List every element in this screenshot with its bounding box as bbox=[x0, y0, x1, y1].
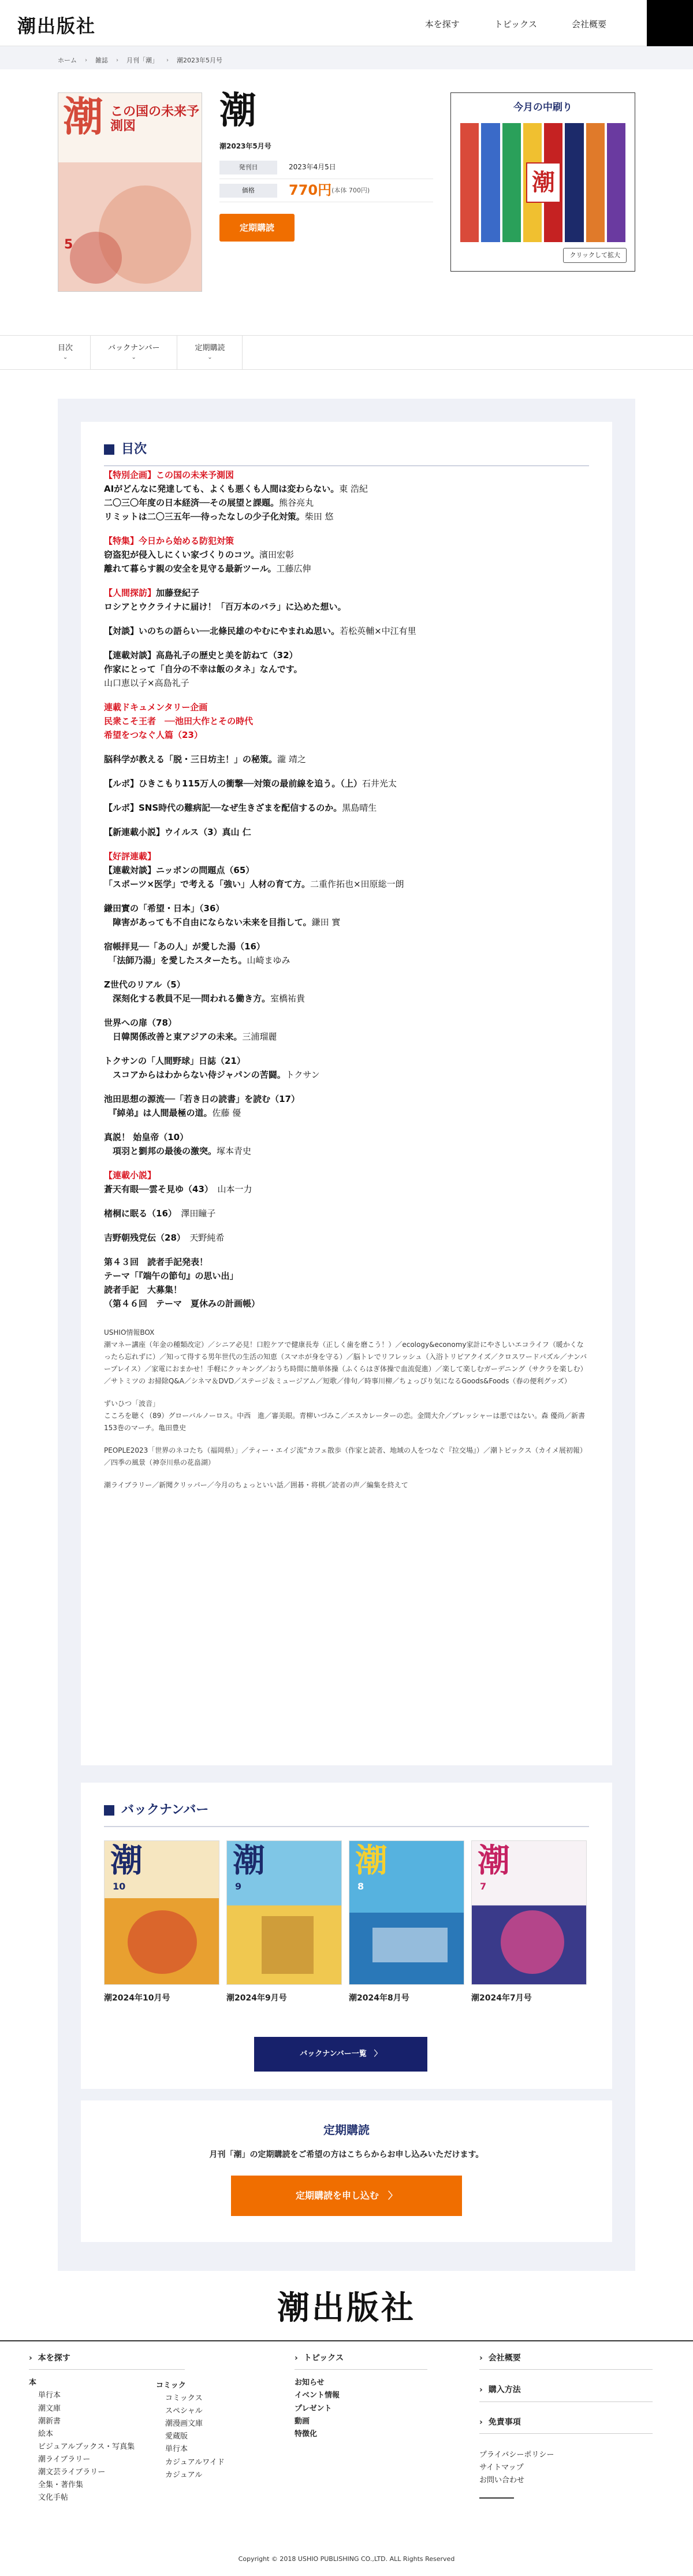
toc-line-text: （第４６回 テーマ 夏休みの計画帳） bbox=[104, 1298, 260, 1309]
footer-head-company[interactable]: › 会社概要 bbox=[479, 2346, 653, 2370]
footer-link[interactable]: 潮文芸ライブラリー bbox=[38, 2468, 106, 2477]
toc-line-text: 『綽弟』は人間最極の道。 bbox=[104, 1108, 213, 1118]
footer-link[interactable]: 潮文庫 bbox=[38, 2404, 61, 2413]
toc-line-text: 【特集】今日から始める防犯対策 bbox=[104, 536, 234, 546]
toc-line bbox=[104, 863, 589, 877]
toc-line-text: 【特別企画】この国の未来予測図 bbox=[104, 470, 234, 480]
price-note: (本体 700円) bbox=[331, 186, 370, 194]
toc-block bbox=[104, 1168, 589, 1196]
backnumber-card bbox=[81, 1783, 612, 2089]
footer-link[interactable]: プライバシーポリシー bbox=[479, 2451, 554, 2460]
toc-line-text: 脳科学が教える「脱・三日坊主！」の秘策。 bbox=[104, 754, 278, 764]
product-section bbox=[0, 69, 693, 335]
footer-link[interactable]: 全集・著作集 bbox=[38, 2481, 84, 2490]
site-logo[interactable]: 潮出版社 bbox=[17, 15, 96, 37]
footer-link[interactable]: ビジュアルブックス・写真集 bbox=[38, 2442, 135, 2451]
backnumber-label[interactable]: 潮2024年7月号 bbox=[471, 1994, 532, 2003]
release-date-row bbox=[219, 156, 433, 179]
toc-block bbox=[104, 849, 589, 891]
toc-block bbox=[104, 1255, 589, 1311]
backnumber-cover-number: 9 bbox=[235, 1881, 242, 1892]
toc-line bbox=[104, 624, 589, 638]
toc-line bbox=[104, 877, 589, 891]
subscribe-button[interactable]: 定期購読 bbox=[219, 214, 295, 242]
toc-block bbox=[104, 978, 589, 1005]
footer-link[interactable]: 特徴化 bbox=[295, 2429, 318, 2438]
footer-head-topics[interactable]: › トピックス bbox=[295, 2346, 427, 2370]
toc-author: 黒島晴生 bbox=[342, 803, 377, 813]
backnumber-cover[interactable]: 潮 10 bbox=[104, 1840, 219, 1985]
toc-author: 山本一力 bbox=[208, 1184, 252, 1194]
toc-author: 室橋祐貴 bbox=[270, 993, 305, 1004]
toc-line-text: Z世代のリアル（5） bbox=[104, 979, 185, 990]
backnumber-label[interactable]: 潮2024年10月号 bbox=[104, 1994, 170, 2003]
toc-line-text: 【人間探訪】 bbox=[104, 588, 157, 598]
toc-line-text: 窃盗犯が侵入しにくい家づくりのコツ。 bbox=[104, 550, 259, 560]
footer-head-books[interactable]: › 本を探す bbox=[29, 2346, 185, 2370]
footer-link[interactable]: お問い合わせ bbox=[479, 2476, 525, 2485]
toc-line bbox=[104, 1130, 589, 1144]
toc-line-text: 吉野朝残党伝（28） bbox=[104, 1233, 181, 1243]
toc-line-text: 離れて暮らす親の安全を見守る最新ツール。 bbox=[104, 563, 277, 574]
toc-author: 柴田 悠 bbox=[304, 511, 334, 522]
breadcrumb-current: 潮2023年5月号 bbox=[177, 57, 222, 65]
toc-line bbox=[104, 662, 589, 676]
toc-block bbox=[104, 1130, 589, 1158]
toc-block bbox=[104, 700, 589, 742]
footer-link[interactable]: 単行本 bbox=[38, 2391, 61, 2400]
toc-line-text: 【好評連載】 bbox=[104, 851, 157, 862]
toc-line-text: 障害があっても不自由にならない未来を目指して。 bbox=[104, 917, 312, 927]
chevron-down-icon: ⌄ bbox=[131, 354, 136, 361]
price-label: 価格 bbox=[219, 184, 277, 198]
toc-line bbox=[104, 562, 589, 576]
toc-line-text: ロシアとウクライナに届け！「百万本のバラ」に込めた想い。 bbox=[104, 602, 346, 612]
toc-author: 三浦瑠麗 bbox=[242, 1031, 277, 1042]
toc-author: 佐藤 優 bbox=[212, 1108, 241, 1118]
toc-line-text: 希望をつなぐ人篇（23） bbox=[104, 730, 203, 740]
toc-block bbox=[104, 940, 589, 967]
toc-author: 石井光太 bbox=[362, 778, 397, 789]
release-date-label: 発刊日 bbox=[219, 161, 277, 175]
toc-block bbox=[104, 648, 589, 690]
toc-author: 天野純希 bbox=[181, 1233, 225, 1243]
tab-backnumber-label: バックナンバー bbox=[108, 344, 160, 352]
subscribe-apply-button[interactable]: 定期購読を申し込む 〉 bbox=[231, 2176, 462, 2216]
toc-line-text: 蒼天有眼──雲そ見ゆ（43） bbox=[104, 1184, 209, 1194]
toc-line-text: 世界への扉（78） bbox=[104, 1018, 177, 1028]
product-info-table bbox=[219, 156, 433, 202]
toc-line bbox=[104, 648, 589, 662]
toc-line-text: 「法師乃湯」を愛したスターたち。 bbox=[104, 955, 247, 966]
footer-link[interactable]: サイトマップ bbox=[479, 2463, 524, 2473]
toc-card bbox=[81, 422, 612, 1765]
backnumber-item[interactable] bbox=[471, 1840, 587, 2005]
toc-line-text: AIがどんなに発達しても、よくも悪くも人間は変わらない。 bbox=[104, 484, 340, 494]
nav-search-books[interactable]: 本を探す bbox=[424, 19, 460, 29]
toc-line-text: 作家にとって「自分の不幸は飯のタネ」なんです。 bbox=[104, 664, 303, 674]
footer-link[interactable]: 愛蔵版 bbox=[165, 2432, 188, 2441]
toc-block bbox=[104, 1092, 589, 1120]
toc-line bbox=[104, 586, 589, 600]
price-value: 770円 bbox=[289, 182, 332, 199]
chevron-right-icon: › bbox=[166, 57, 169, 64]
toc-author: 澤田瞳子 bbox=[172, 1208, 216, 1219]
toc-line-text: 宿帳拝見──「あの人」が愛した湯（16） bbox=[104, 941, 265, 952]
cover-image bbox=[58, 92, 202, 292]
toc-line bbox=[104, 940, 589, 953]
backnumber-cover[interactable]: 潮 9 bbox=[226, 1840, 342, 1985]
toc-author: 工藤広伸 bbox=[276, 563, 311, 574]
toc-block bbox=[104, 1231, 589, 1245]
backnumber-grid bbox=[104, 1840, 587, 2005]
toc-line bbox=[104, 915, 589, 929]
toc-line-text: 【連載小説】 bbox=[104, 1170, 157, 1181]
toc-line bbox=[104, 1168, 589, 1182]
toc-line bbox=[104, 1068, 589, 1082]
backnumber-list-button[interactable]: バックナンバー一覧 〉 bbox=[254, 2037, 427, 2072]
toc-line-text: 山口恵以子×高島礼子 bbox=[104, 678, 189, 688]
toc-line bbox=[104, 1269, 589, 1283]
backnumber-label[interactable]: 潮2024年8月号 bbox=[349, 1994, 409, 2003]
footer-link[interactable]: カジュアルワイド bbox=[165, 2458, 225, 2467]
toc-line bbox=[104, 777, 589, 790]
breadcrumb-home[interactable]: ホーム bbox=[58, 57, 77, 65]
menu-button[interactable] bbox=[647, 0, 693, 46]
footer-col-company bbox=[479, 2346, 653, 2499]
toc-small-text: USHIO情報BOX bbox=[104, 1328, 155, 1337]
toc-line bbox=[104, 510, 589, 524]
toc-author: 若松英輔×中江有里 bbox=[340, 626, 416, 636]
toc-line-text: 連載ドキュメンタリー企画 bbox=[104, 702, 208, 712]
toc-line-text: 楮桐に眠る（16） bbox=[104, 1208, 173, 1219]
toc-small-text: 潮マネー講座（年金の種類改定）／シニア必見！口腔ケアで健康長寿（正しく歯を磨こう！）／ecology&economy家計にやさしいエコライフ（暖かくなったら忘れずに）／知って得する男年世代の生活の知恵（スマホが身を守る）／脳トレでリフレッシュ（入浴トリビアクイズ／クロスワードパズル／ナンバープレイス）／家電におまかせ！手軽にクッキング／おうち時間に簡単体操（ふくらはぎ体操で血流促進）／楽して楽しむガーデニング（サクラを楽しむ）／サトミツの お掃除Q&A／シネマ＆DVD／ステージ＆ミュージアム／短歌／俳句／時事川柳／ちょっぴり気になるGoods&Foods（春の便利グッズ） bbox=[104, 1341, 587, 1385]
backnumber-label[interactable]: 潮2024年9月号 bbox=[226, 1994, 287, 2003]
toc-block bbox=[104, 534, 589, 576]
toc-author: 濱田宏彰 bbox=[259, 550, 294, 560]
footer-list-topics bbox=[295, 2370, 427, 2440]
toc-author: 鎌田 實 bbox=[311, 917, 341, 927]
toc-list bbox=[104, 468, 589, 1502]
toc-line bbox=[104, 1255, 589, 1269]
toc-line bbox=[104, 534, 589, 548]
toc-line-text: 日韓関係改善と東アジアの未来。 bbox=[104, 1031, 243, 1042]
toc-line-text: 第４３回 読者手記発表！ bbox=[104, 1257, 208, 1267]
footer-link[interactable]: スペシャル bbox=[165, 2407, 203, 2416]
tab-toc-label: 目次 bbox=[58, 344, 73, 352]
toc-line-text: 【ルポ】ひきこもり115万人の衝撃──対策の最前線を追う。（上） bbox=[104, 778, 362, 789]
toc-block bbox=[104, 825, 589, 839]
cover-number: 5 bbox=[64, 237, 73, 252]
footer-link[interactable]: お知らせ bbox=[295, 2378, 325, 2388]
toc-line bbox=[104, 978, 589, 992]
toc-line-text: 【連載対談】高島礼子の歴史と美を訪ねて（32） bbox=[104, 650, 298, 660]
toc-author: 東 浩紀 bbox=[339, 484, 368, 494]
toc-block bbox=[104, 752, 589, 766]
breadcrumb-magazine[interactable]: 雑誌 bbox=[95, 57, 108, 65]
backnumber-item[interactable] bbox=[226, 1840, 342, 2005]
backnumber-cover-number: 8 bbox=[357, 1881, 364, 1892]
toc-line bbox=[104, 953, 589, 967]
backnumber-item[interactable] bbox=[349, 1840, 464, 2005]
toc-block bbox=[104, 468, 589, 524]
toc-line-text: 【新連載小説】ウイルス（3）真山 仁 bbox=[104, 827, 251, 837]
tab-subscribe[interactable] bbox=[177, 336, 243, 369]
toc-line-text: 「スポーツ×医学」で考える「強い」人材の育て方。 bbox=[104, 879, 310, 889]
toc-line bbox=[104, 482, 589, 496]
toc-block bbox=[104, 624, 589, 638]
toc-line bbox=[104, 1030, 589, 1044]
global-nav bbox=[408, 17, 624, 31]
toc-line-text: 池田思想の源流──「若き日の読書」を読む（17） bbox=[104, 1094, 300, 1104]
toc-line-text: 二〇三〇年度の日本経済──その展望と課題。 bbox=[104, 498, 280, 508]
footer-link-category[interactable]: 本 bbox=[29, 2378, 37, 2388]
footer-logo[interactable]: 潮出版社 bbox=[277, 2289, 416, 2327]
release-date-value: 2023年4月5日 bbox=[289, 162, 336, 171]
backnumber-cover-number: 10 bbox=[113, 1881, 126, 1892]
backnumber-cover[interactable]: 潮 7 bbox=[471, 1840, 587, 1985]
toc-line bbox=[104, 1016, 589, 1030]
breadcrumb bbox=[0, 46, 693, 69]
footer-link[interactable]: 潮漫画文庫 bbox=[165, 2419, 203, 2429]
chevron-right-icon: › bbox=[116, 57, 118, 64]
toc-line bbox=[104, 600, 589, 614]
chevron-down-icon: ⌄ bbox=[207, 354, 213, 361]
footer-link[interactable]: 絵本 bbox=[38, 2429, 54, 2438]
toc-line bbox=[104, 1106, 589, 1120]
toc-line bbox=[104, 1231, 589, 1245]
toc-small-text: PEOPLE2023「世界のネコたち（福岡県）」／ティー・エイジ流”カフェ散歩（作家と読者、地域の人をつなぐ『拉交場』）／潮トピックス（カイメ展初報）／四季の風景（神奈川県の花畠湖） bbox=[104, 1446, 587, 1467]
toc-line bbox=[104, 1182, 589, 1196]
product-title: 潮 bbox=[219, 89, 256, 132]
chevron-down-icon: ⌄ bbox=[62, 354, 68, 361]
toc-line-text: 鎌田實の「希望・日本」（36） bbox=[104, 903, 225, 914]
footer-link[interactable]: イベント情報 bbox=[295, 2391, 340, 2400]
toc-line-text: 【対談】いのちの語らい──北條民雄のやむにやまれぬ思い。 bbox=[104, 626, 340, 636]
toc-line bbox=[104, 1297, 589, 1311]
toc-line-text: 項羽と劉邦の最後の激突。 bbox=[104, 1146, 217, 1156]
toc-small-text: ずいひつ「波音」 bbox=[104, 1400, 160, 1408]
subscribe-card bbox=[81, 2100, 612, 2242]
toc-line bbox=[104, 849, 589, 863]
toc-line bbox=[104, 1054, 589, 1068]
main-content bbox=[58, 399, 635, 2271]
toc-block bbox=[104, 777, 589, 790]
toc-line bbox=[104, 825, 589, 839]
footer-head-purchase[interactable]: › 購入方法 bbox=[479, 2378, 653, 2401]
toc-block bbox=[104, 901, 589, 929]
toc-author: トクサン bbox=[285, 1070, 320, 1080]
page-tabs bbox=[0, 335, 693, 370]
nav-company[interactable]: 会社概要 bbox=[571, 19, 606, 29]
toc-line bbox=[104, 728, 589, 742]
toc-line bbox=[104, 1092, 589, 1106]
cover-title: この国の未来予測図 bbox=[110, 105, 200, 134]
toc-author: 塚本青史 bbox=[217, 1146, 252, 1156]
train-ad-title: 今月の中刷り bbox=[513, 102, 572, 113]
toc-line bbox=[104, 901, 589, 915]
footer-list-company bbox=[479, 2442, 653, 2487]
toc-small-section bbox=[104, 1327, 589, 1491]
breadcrumb-ushio[interactable]: 月刊「潮」 bbox=[126, 57, 158, 65]
toc-line-text: 【ルポ】SNS時代の難病記──なぜ生きざまを配信するのか。 bbox=[104, 803, 342, 813]
backnumber-heading: バックナンバー bbox=[104, 1800, 589, 1820]
footer-link[interactable]: 単行本 bbox=[165, 2445, 188, 2454]
toc-block bbox=[104, 801, 589, 815]
toc-block bbox=[104, 1207, 589, 1220]
toc-line-text: 民衆こそ王者 ──池田大作とその時代 bbox=[104, 716, 254, 726]
copyright: Copyright © 2018 USHIO PUBLISHING CO.,LTD. ALL Rights Reserved bbox=[238, 2555, 455, 2563]
toc-line-text: 深刻化する教員不足──問われる働き方。 bbox=[104, 993, 271, 1004]
toc-line bbox=[104, 1144, 589, 1158]
toc-block bbox=[104, 586, 589, 614]
tab-subscribe-label: 定期購読 bbox=[195, 344, 225, 352]
toc-line bbox=[104, 1207, 589, 1220]
footer-link[interactable]: プレゼント bbox=[295, 2404, 332, 2413]
square-bullet-icon bbox=[104, 1805, 114, 1816]
backnumber-cover[interactable]: 潮 8 bbox=[349, 1840, 464, 1985]
toc-heading: 目次 bbox=[104, 439, 589, 459]
toc-line bbox=[104, 1283, 589, 1297]
price-row bbox=[219, 179, 433, 202]
footer-link[interactable]: 潮ライブラリー bbox=[38, 2455, 91, 2464]
product-issue: 潮2023年5月号 bbox=[219, 142, 271, 150]
toc-block bbox=[104, 1054, 589, 1082]
toc-line bbox=[104, 992, 589, 1005]
tab-backnumber[interactable] bbox=[91, 336, 177, 369]
toc-author: 山崎まゆみ bbox=[247, 955, 290, 966]
footer-link[interactable]: カジュアル bbox=[165, 2470, 203, 2480]
toc-author: 熊谷亮丸 bbox=[279, 498, 314, 508]
toc-line-text: トクサンの「人間野球」日誌（21） bbox=[104, 1056, 245, 1066]
subscribe-text: 月刊「潮」の定期購読をご希望の方はこちらからお申し込みいただけます。 bbox=[209, 2150, 484, 2159]
square-bullet-icon bbox=[104, 444, 114, 455]
toc-line bbox=[104, 548, 589, 562]
toc-block bbox=[104, 1016, 589, 1044]
cover-brand: 潮 bbox=[63, 92, 103, 140]
footer-col-topics bbox=[295, 2346, 427, 2441]
subscribe-heading: 定期購読 bbox=[323, 2123, 370, 2137]
train-ad-box bbox=[450, 92, 635, 272]
footer-col-comics bbox=[156, 2373, 225, 2482]
toc-line bbox=[104, 468, 589, 482]
backnumber-cover-number: 7 bbox=[480, 1881, 487, 1892]
toc-line-text: スコアからはわからない侍ジャパンの苦闘。 bbox=[104, 1070, 286, 1080]
chevron-right-icon: › bbox=[85, 57, 87, 64]
toc-line-text: 真説！ 始皇帝（10） bbox=[104, 1132, 189, 1142]
toc-line-name: 加藤登紀子 bbox=[156, 588, 200, 598]
toc-line-text: 読者手記 大募集！ bbox=[104, 1285, 182, 1295]
footer-link[interactable]: 動画 bbox=[295, 2417, 310, 2426]
toc-line bbox=[104, 752, 589, 766]
train-ad-brand: 潮 bbox=[526, 162, 561, 203]
toc-line-text: 【連載対談】ニッポンの問題点（65） bbox=[104, 865, 255, 875]
toc-line bbox=[104, 496, 589, 510]
toc-line bbox=[104, 801, 589, 815]
footer-link[interactable]: コミックス bbox=[165, 2394, 203, 2403]
backnumber-item[interactable] bbox=[104, 1840, 219, 2005]
footer-link-category[interactable]: コミック bbox=[156, 2381, 186, 2390]
zoom-button[interactable]: クリックして拡大 bbox=[563, 248, 627, 263]
footer-head-disclaimer[interactable]: › 免責事項 bbox=[479, 2410, 653, 2434]
toc-small-text: こころを聴く（89）グローバルノーロス。中西 進／審美眼。青柳いづみこ／エスカレーターの恋。金間大介／プレッシャーは悪ではない。森 優尚／新書153巻のマーチ。亀田豊史 bbox=[104, 1412, 586, 1432]
toc-line-text: リミットは二〇三五年──待ったなしの少子化対策。 bbox=[104, 511, 305, 522]
tab-toc[interactable] bbox=[58, 336, 91, 369]
toc-small-text: 潮ライブラリー／新聞クリッパー／今月のちょっといい話／囲碁・将棋／読者の声／編集を終えて bbox=[104, 1481, 408, 1489]
toc-line-text: テーマ「『端午の節句』の思い出」 bbox=[104, 1271, 239, 1281]
footer-link[interactable]: 潮新書 bbox=[38, 2417, 61, 2426]
site-header bbox=[0, 0, 693, 46]
toc-author: 二重作拓也×田原総一朗 bbox=[310, 879, 404, 889]
toc-line bbox=[104, 676, 589, 690]
toc-author: 瀧 靖之 bbox=[277, 754, 306, 764]
nav-topics[interactable]: トピックス bbox=[494, 19, 537, 29]
toc-line bbox=[104, 714, 589, 728]
footer-link[interactable]: 文化手帖 bbox=[38, 2493, 69, 2503]
footer-list-comics bbox=[156, 2373, 225, 2482]
toc-line bbox=[104, 700, 589, 714]
